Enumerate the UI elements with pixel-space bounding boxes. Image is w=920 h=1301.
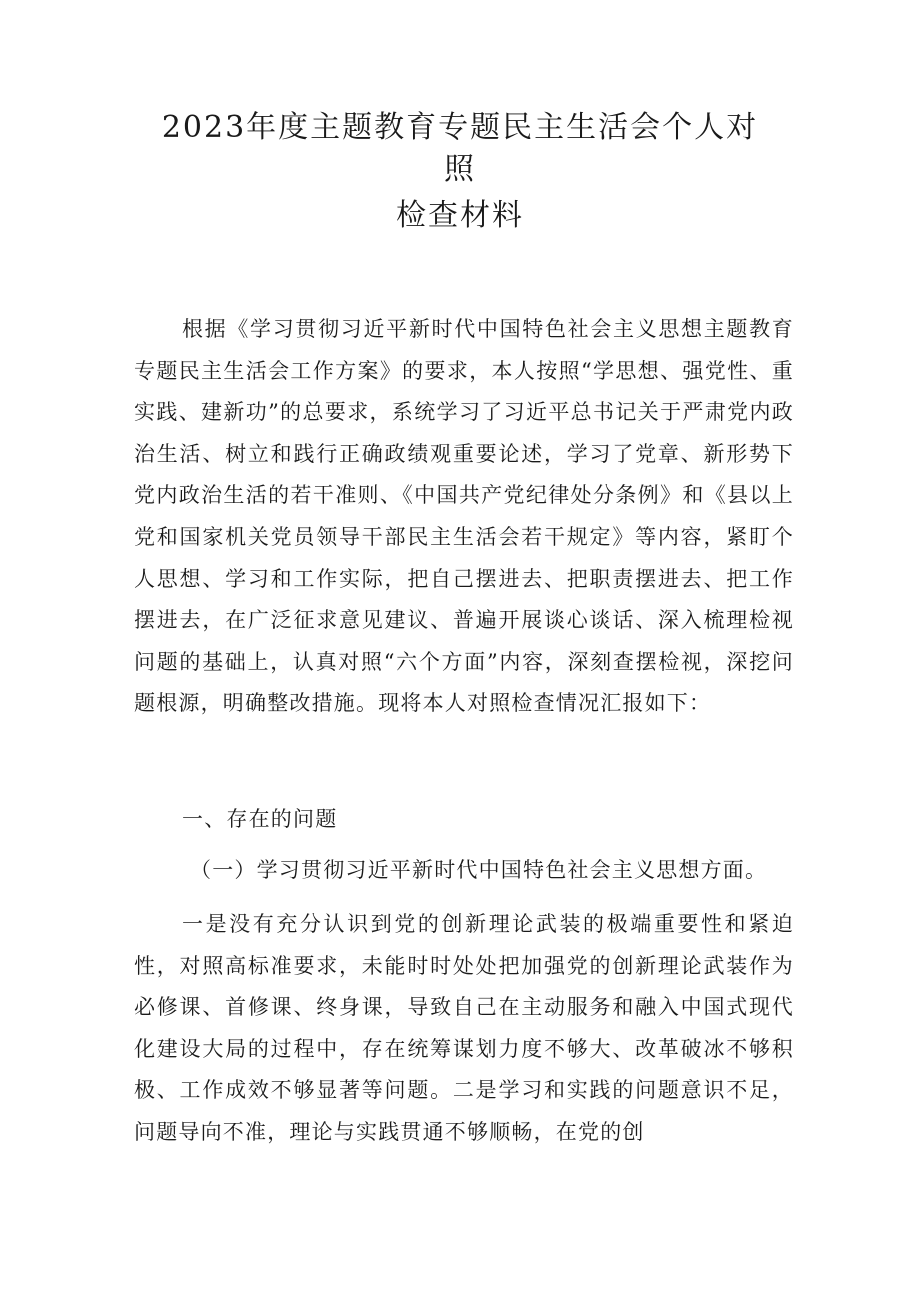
document-title-line-3: 检查材料	[396, 198, 524, 233]
document-title-line-1: 2023年度主题教育专题民主生活会个人对	[161, 110, 759, 145]
intro-paragraph: 根据《学习贯彻习近平新时代中国特色社会主义思想主题教育专题民主生活会工作方案》的要求，本人按照“学思想、强党性、重实践、建新功”的总要求，系统学习了习近平总书记关于严肃党内政治生活、树立和践行正确政绩观重要论述，学习了党章、新形势下党内政治生活的若干准则、《中国共产党纪律处分条例》和《县以上党和国家机关党员领导干部民主生活会若干规定》等内容，紧盯个人思想、学习和工作实际，把自己摆进去、把职责摆进去、把工作摆进去，在广泛征求意见建议、普遍开展谈心谈话、深入梳理检视问题的基础上，认真对照“六个方面”内容，深刻查摆检视，深挖问题根源，明确整改措施。现将本人对照检查情况汇报如下：	[134, 317, 794, 716]
section-heading: 一、存在的问题	[182, 807, 338, 831]
subsection-heading: （一）学习贯彻习近平新时代中国特色社会主义思想方面。	[190, 858, 768, 882]
body-paragraph: 一是没有充分认识到党的创新理论武装的极端重要性和紧迫性，对照高标准要求，未能时时处处把加强党的创新理论武装作为必修课、首修课、终身课，导致自己在主动服务和融入中国式现代化建设大局的过程中，存在统筹谋划力度不够大、改革破冰不够积极、工作成效不够显著等问题。二是学习和实践的问题意识不足，问题导向不准，理论与实践贯通不够顺畅，在党的创	[134, 912, 794, 1144]
document-title-line-2: 照	[444, 152, 476, 187]
